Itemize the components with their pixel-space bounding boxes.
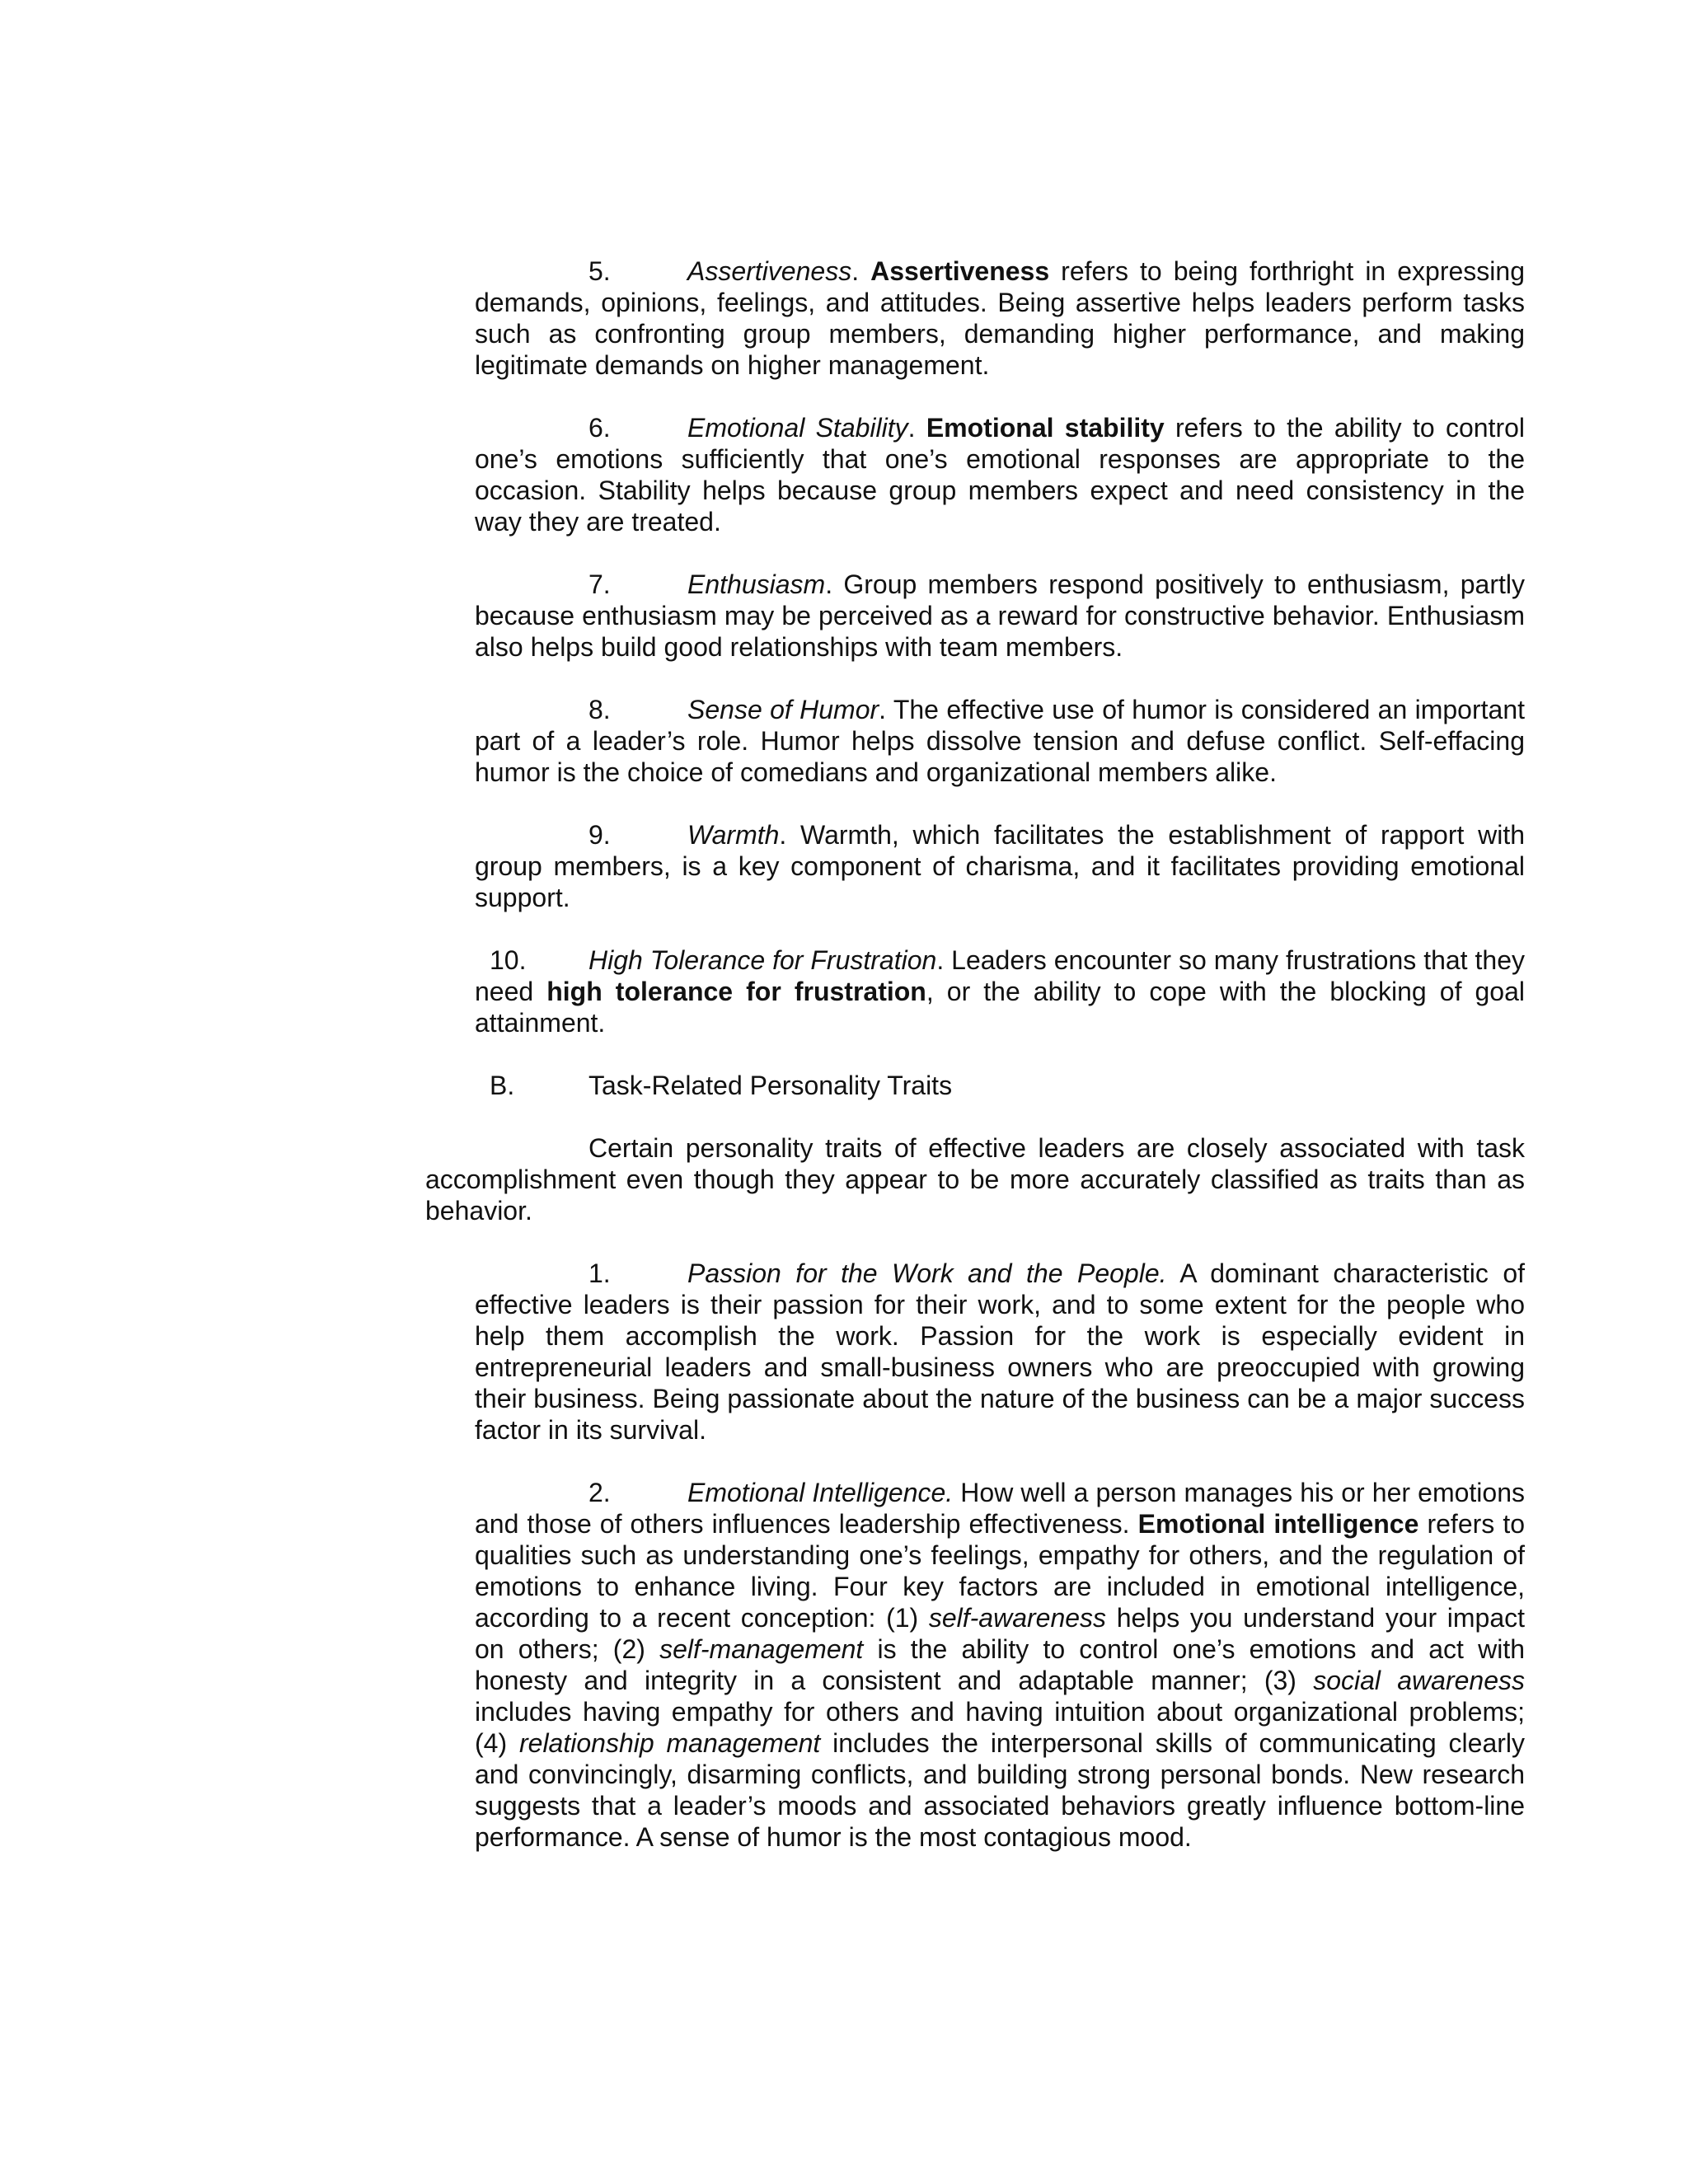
trait-item-sense-of-humor: 8. Sense of Humor. The effective use of humor is considered an important part of a leader’s role. Humor helps dissolve tension and defuse conflict. Self-effacing humor is the choice of comedians and organizational members alike. — [475, 695, 1526, 787]
item-number: 8. — [588, 695, 611, 724]
item-title: Warmth — [687, 820, 780, 850]
item-title: High Tolerance for Frustration — [588, 945, 937, 975]
key-term: Emotional stability — [926, 413, 1165, 443]
item-number: 1. — [588, 1258, 611, 1288]
item-title: Sense of Humor — [687, 695, 879, 724]
trait-item-assertiveness: 5. Assertiveness. Assertiveness refers to being forthright in expressing demands, opinions, feelings, and attitudes. Being assertive helps leaders perform tasks such as confronting group members, demanding higher performance, and making legitimate demands on higher management. — [475, 256, 1526, 380]
item-number: 7. — [588, 569, 611, 599]
section-b-heading — [475, 1070, 1525, 1101]
trait-item-emotional-stability: 6. Emotional Stability. Emotional stability refers to the ability to control one’s emotions sufficiently that one’s emotional responses are appropriate to the occasion. Stability helps because group members expect and need consistency in the way they are treated. — [475, 413, 1526, 537]
item-title: Emotional Intelligence. — [687, 1478, 954, 1507]
key-term: Emotional intelligence — [1137, 1509, 1419, 1539]
item-number: 6. — [588, 413, 611, 443]
task-item-emotional-intelligence: 2. Emotional Intelligence. How well a person manages his or her emotions and those of others influences leadership effectiveness. Emotional intelligence refers to qualities such as understanding one’s feelings, empathy for others, and the regulation of emotions to enhance living. Four key factors are included in emotional intelligence, according to a recent conception: (1) self-awareness helps you understand your impact on others; (2) self-management is the ability to control one’s emotions and act with honesty and integrity in a consistent and adaptable manner; (3) social awareness includes having empathy for others and having intuition about organizational problems; (4) relationship management includes the interpersonal skills of communicating clearly and convincingly, disarming conflicts, and building strong personal bonds. New research suggests that a leader’s moods and associated behaviors greatly influence bottom-line performance. A sense of humor is the most contagious mood. — [475, 1478, 1526, 1852]
trait-item-enthusiasm: 7. Enthusiasm. Group members respond positively to enthusiasm, partly because enthusiasm may be perceived as a reward for constructive behavior. Enthusiasm also helps build good relationships with team members. — [475, 569, 1525, 662]
item-title: Assertiveness — [687, 256, 852, 286]
section-letter: B. — [490, 1071, 515, 1100]
item-title: Passion for the Work and the People. — [687, 1258, 1167, 1288]
item-number: 2. — [588, 1478, 611, 1507]
trait-item-frustration-tolerance: 10. High Tolerance for Frustration. Leaders encounter so many frustrations that they need high tolerance for frustration, or the ability to cope with the blocking of goal attainment. — [475, 945, 1526, 1038]
item-number: 10. — [490, 945, 527, 975]
key-term: high tolerance for frustration — [546, 977, 926, 1006]
item-number: 5. — [588, 256, 611, 286]
trait-item-warmth: 9. Warmth. Warmth, which facilitates the establishment of rapport with group members, is a key component of charisma, and it facilitates providing emotional support. — [475, 820, 1525, 912]
key-term: Assertiveness — [870, 256, 1050, 286]
factor-term: relationship management — [518, 1728, 821, 1758]
factor-term: social awareness — [1313, 1666, 1526, 1695]
task-item-passion: 1. Passion for the Work and the People. A dominant characteristic of effective leaders is their passion for their work, and to some extent for the people who help them accomplish the work. Passion for the work is especially evident in entrepreneurial leaders and small-business owners who are preoccupied with growing their business. Being passionate about the nature of the business can be a major success factor in its survival. — [475, 1258, 1526, 1445]
item-number: 9. — [588, 820, 611, 850]
factor-term: self-management — [659, 1634, 864, 1664]
item-title: Emotional Stability — [687, 413, 908, 443]
section-title: Task-Related Personality Traits — [588, 1071, 953, 1100]
factor-term: self-awareness — [928, 1603, 1107, 1633]
item-title: Enthusiasm — [687, 569, 826, 599]
section-intro: Certain personality traits of effective leaders are closely associated with task accomplishment even though they appear to be more accurately classified as traits than as behavior. — [425, 1133, 1525, 1226]
